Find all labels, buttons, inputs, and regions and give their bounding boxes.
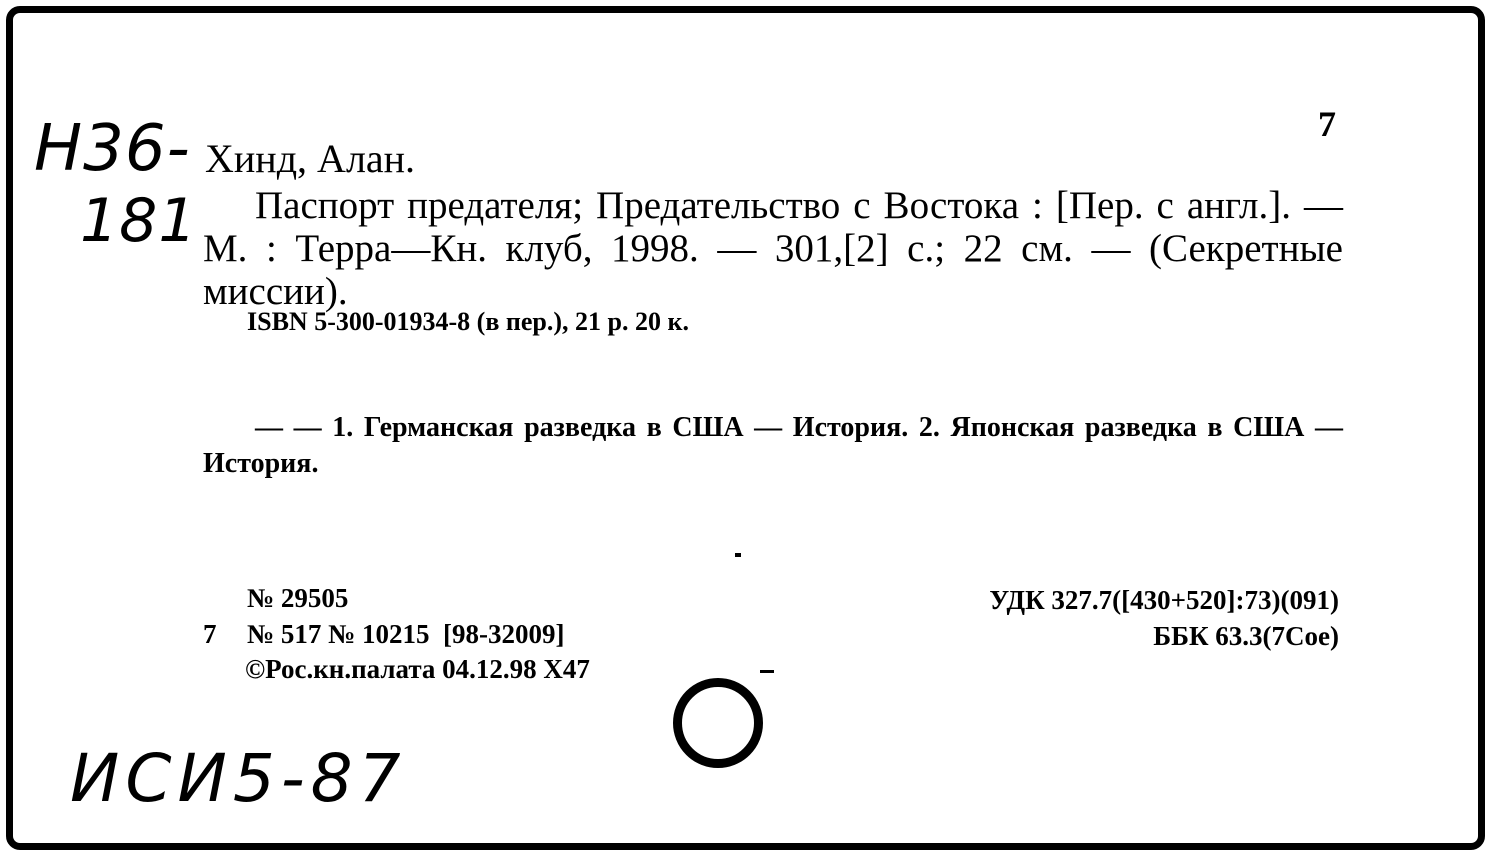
subject-tracings: — — 1. Германская разведка в США — История. 2. Японская разведка в США — История. — [203, 412, 1343, 479]
footer-prefix-mark: 7 — [203, 619, 217, 649]
ink-speck — [735, 553, 741, 557]
udk-classification: УДК 327.7([430+520]:73)(091) — [989, 585, 1339, 615]
ink-dash — [760, 670, 774, 673]
footer-number-2: № 517 № 10215 [98-32009] — [247, 619, 565, 649]
bibliographic-description: Паспорт предателя; Предательство с Востока : [Пер. с англ.]. — М. : Терра—Кн. клуб, 1998. — 301,[2] с.; 22 см. — (Секретные миссии). — [203, 184, 1343, 313]
bbk-classification: ББК 63.3(7Сое) — [1153, 621, 1339, 651]
handwritten-call-number-line1: Н36- — [34, 112, 191, 186]
page-mark: 7 — [1318, 104, 1336, 144]
footer-copyright: ©Рос.кн.палата 04.12.98 Х47 — [245, 654, 590, 684]
footer-number-1: № 29505 — [247, 583, 349, 613]
main-entry-author: Хинд, Алан. — [205, 136, 416, 181]
card-punch-hole — [673, 678, 763, 768]
handwritten-call-number-line2: 181 — [80, 186, 198, 256]
handwritten-inventory-note: ИСИ5-87 — [70, 740, 407, 817]
isbn-line: ISBN 5-300-01934-8 (в пер.), 21 р. 20 к. — [247, 307, 689, 336]
